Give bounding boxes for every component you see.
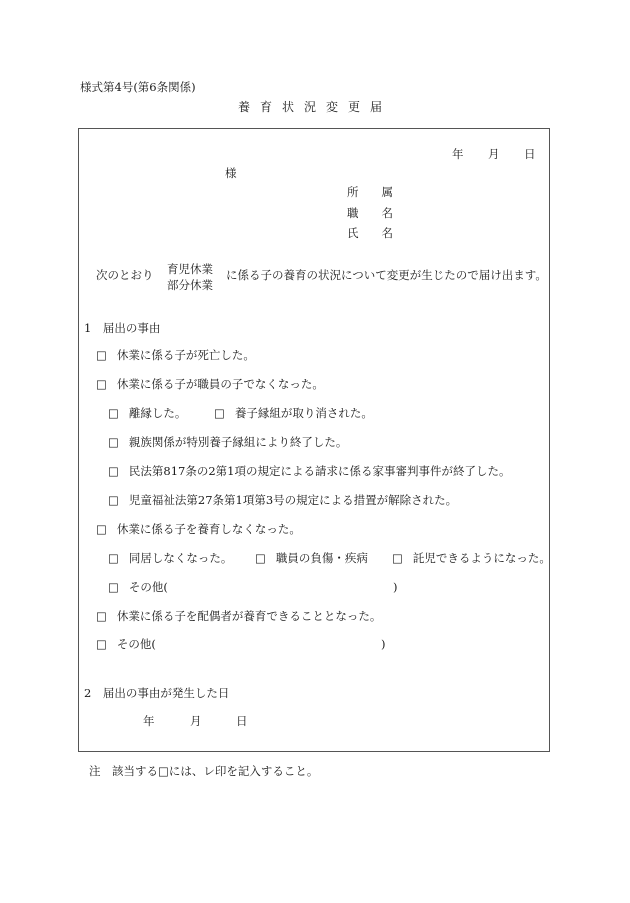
item-civil-code: [108, 466, 510, 478]
item-label: 託児できるようになった。: [412, 551, 551, 565]
item-label: 休業に係る子を配偶者が養育できることとなった。: [116, 609, 382, 623]
item-special-adoption-end: [108, 437, 347, 449]
item-label: 休業に係る子を養育しなくなった。: [116, 522, 301, 536]
checkbox[interactable]: □: [96, 637, 107, 651]
item-spouse: [96, 611, 381, 623]
item-label: 離縁した。: [128, 406, 187, 420]
intro-option-bottom: 部分休業: [167, 278, 213, 292]
checkbox[interactable]: □: [108, 435, 119, 449]
occurrence-day-label: 日: [236, 714, 248, 728]
section1-heading: 1 届出の事由: [84, 321, 161, 335]
checkbox[interactable]: □: [214, 406, 225, 420]
checkbox[interactable]: □: [96, 377, 107, 391]
checkbox[interactable]: □: [392, 551, 403, 565]
item-child-welfare: [108, 495, 457, 507]
item-label: 養子縁組が取り消された。: [234, 406, 373, 420]
item-separate: [108, 553, 232, 565]
checkbox[interactable]: □: [108, 551, 119, 565]
other-sub-close-paren: ): [393, 580, 398, 594]
checkbox[interactable]: □: [96, 348, 107, 362]
item-label: 児童福祉法第27条第1項第3号の規定による措置が解除された。: [128, 493, 458, 507]
item-other: [96, 639, 156, 651]
item-other-sub: [108, 582, 168, 594]
affiliation-label: 所 属: [347, 185, 393, 199]
intro-suffix: に係る子の養育の状況について変更が生じたので届け出ます。: [226, 268, 547, 282]
checkbox[interactable]: □: [96, 609, 107, 623]
item-death: [96, 350, 255, 362]
occurrence-month-label: 月: [190, 714, 202, 728]
checkbox[interactable]: □: [108, 464, 119, 478]
footnote: 注 該当する□には、レ印を記入すること。: [89, 764, 319, 778]
item-not-raising: [96, 524, 301, 536]
item-label: 休業に係る子が職員の子でなくなった。: [116, 377, 324, 391]
section2-heading: 2 届出の事由が発生した日: [84, 686, 230, 700]
name-label: 氏 名: [347, 226, 393, 240]
checkbox[interactable]: □: [108, 493, 119, 507]
item-label: 休業に係る子が死亡した。: [116, 348, 255, 362]
other-close-paren: ): [381, 637, 386, 651]
item-label: 親族関係が特別養子縁組により終了した。: [128, 435, 348, 449]
item-label: 民法第817条の2第1項の規定による請求に係る家事審判事件が終了した。: [128, 464, 511, 478]
addressee-suffix: 様: [225, 166, 237, 180]
item-injury: [255, 553, 368, 565]
item-childcare-possible: [392, 553, 551, 565]
item-label: その他(: [116, 637, 156, 651]
item-label: 同居しなくなった。: [128, 551, 233, 565]
checkbox[interactable]: □: [108, 580, 119, 594]
intro-prefix: 次のとおり: [96, 268, 154, 282]
occurrence-year-label: 年: [143, 714, 155, 728]
item-not-child: [96, 379, 324, 391]
item-label: その他(: [128, 580, 168, 594]
checkbox[interactable]: □: [108, 406, 119, 420]
checkbox[interactable]: □: [96, 522, 107, 536]
item-label: 職員の負傷・疾病: [275, 551, 368, 565]
page-title: 養育状況変更届: [238, 100, 393, 114]
date-year-label: 年: [452, 147, 464, 161]
checkbox[interactable]: □: [255, 551, 266, 565]
intro-option-top: 育児休業: [167, 262, 213, 276]
position-label: 職 名: [347, 206, 393, 220]
form-number: 様式第4号(第6条関係): [80, 80, 196, 94]
item-divorce: [108, 408, 186, 420]
item-adoption-cancelled: [214, 408, 373, 420]
date-day-label: 日: [524, 147, 536, 161]
date-month-label: 月: [488, 147, 500, 161]
